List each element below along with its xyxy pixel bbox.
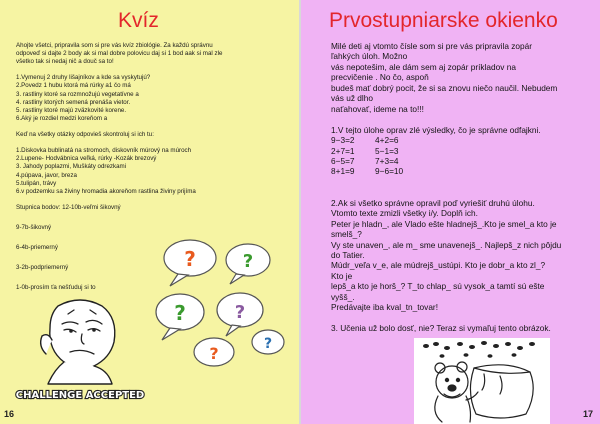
answer-item: 3. Jahody poplazmi, Muškáty odrezkami	[16, 163, 127, 171]
task-2-line: Predávajte iba kval_tn_tovar!	[331, 302, 439, 313]
corner-text	[331, 41, 593, 334]
task-1-instruction: 1.V tejto úlohe oprav zlé výsledky, čo je správne odfajkni.	[331, 124, 541, 135]
answer-item: 6.v podzemku sa živiny hromadia akoreňom rastlina živiny prijíma	[16, 187, 196, 195]
task-2-line: lepš_a kto je horš_? T_to chlap_ sú vysok_a tamtí sú ešte	[331, 281, 545, 292]
equation: 9−3=2	[331, 135, 355, 146]
equation: 5−1=3	[375, 145, 399, 156]
answer-item: 2.Lupene- Hodvábnica veľká, rúrky -Kozák brezový	[16, 155, 157, 163]
equation: 7+3=4	[375, 155, 399, 166]
equation-row	[331, 135, 593, 145]
intro-line: naťahovať, ideme na to!!!	[331, 103, 424, 114]
scale-item: 1-0b-prosím ťa nešťuduj si to	[16, 284, 96, 292]
task-2-line: Vtomto texte zmizli všetky i/y. Doplň ich.	[331, 208, 478, 219]
intro-line: budeš mať dobrý pocit, že si sa znovu niečo naučil. Nebudem	[331, 82, 558, 93]
task-2-line: Peter je hladn_, ale Vlado ešte hladnejš_.Kto je smel_a kto je	[331, 218, 557, 229]
page-number-left: 16	[4, 409, 15, 419]
quiz-title: Kvíz	[118, 9, 159, 32]
task-2-line: Kto je	[331, 270, 353, 281]
intro-line: precvičenie . No čo, aspoň	[331, 72, 429, 83]
intro-line: ľahkých úloh. Možno	[331, 51, 408, 62]
equation-row	[331, 156, 593, 166]
intro-line: Milé deti aj vtomto čísle som si pre vás pripravila zopár	[331, 41, 533, 51]
task-2-line: do Tatier.	[331, 250, 365, 261]
scale-item: 3-2b-podpriemerný	[16, 264, 69, 272]
intro-line: všetko tak si nedaj nič a douč sa to!	[16, 58, 114, 66]
question-mark-icon: ?	[234, 302, 246, 323]
task-2-line: Vy ste unaven_, ale m_ sme unavenejš_. Najlepš_z nich pôjdu	[331, 239, 562, 250]
intro-line: odpoveď si dajte 2 body ak si mal dobre polovicu daj si 1 bod aak si mal zle	[16, 50, 223, 58]
task-2-line: Múdr_veľa v_e, ale múdrejš_ustúpi. Kto je dobr_a kto zl_?	[331, 260, 546, 271]
task-2-line: 2.Ak si všetko správne opravil poď vyriešiť druhú úlohu.	[331, 197, 535, 208]
question-mark-icon: ?	[209, 344, 219, 363]
question-item: 1.Vymenuj 2 druhy lišajníkov a kde sa vyskytujú?	[16, 74, 151, 82]
intro-line: vás nepotešim, ale dám sem aj zopár príkladov na	[331, 61, 516, 72]
question-item: 5. rastliny ktoré majú zväzkovité korene.	[16, 106, 127, 114]
intro-line: Ahojte všetci, pripravila som si pre vás kvíz zbiológie. Za každú správnu	[16, 42, 213, 49]
right-page	[301, 0, 600, 424]
question-item: 3. rastliny ktoré sa rozmnožujú vegetatívne a	[16, 90, 139, 98]
answer-item: 4.púpava, javor, breza	[16, 171, 77, 179]
task-2-line: vyšš_.	[331, 291, 355, 302]
question-item: 4. rastliny ktorých semená prenáša vietor.	[16, 98, 131, 106]
scale-item: 6-4b-priemerný	[16, 244, 58, 252]
task-3-instruction: 3. Učenia už bolo dosť, nie? Teraz si vymaľuj tento obrázok.	[331, 323, 551, 334]
equation-row	[331, 166, 593, 176]
scale-title: Stupnica bodov: 12-10b-veľmi šikovný	[16, 203, 121, 211]
left-page	[0, 0, 299, 424]
answer-item: 5.tulipán, trávy	[16, 179, 57, 187]
equation: 2+7=1	[331, 145, 355, 156]
scale-item: 9-7b-šikovný	[16, 223, 52, 231]
pooh-honey-coloring-picture	[414, 338, 550, 424]
question-mark-icon: ?	[184, 247, 196, 271]
answer-item: 1.Diskovka bublinatá na stromoch, diskovník múrový na múroch	[16, 147, 192, 155]
question-mark-icon: ?	[263, 336, 273, 352]
equation-row	[331, 146, 593, 156]
question-bubbles-illustration	[140, 232, 290, 374]
challenge-accepted-meme	[15, 296, 145, 406]
task-2-line: smelš_?	[331, 229, 362, 240]
meme-caption: CHALLENGE ACCEPTED	[15, 390, 145, 401]
equation: 4+2=6	[375, 135, 399, 146]
question-mark-icon: ?	[242, 251, 254, 272]
page-number-right: 17	[582, 409, 593, 419]
equation: 8+1=9	[331, 166, 355, 177]
answers-intro: Keď na všetky otázky odpovieš skontroluj si ich tu:	[16, 131, 154, 139]
equation: 6−5=7	[331, 155, 355, 166]
question-item: 6.Aký je rozdiel medzi koreňom a	[16, 114, 108, 122]
question-item: 2.Povedz 1 hubu ktorá má rúrky a1 čo má	[16, 82, 131, 90]
intro-line: vás už dlho	[331, 93, 373, 104]
equation: 9−6=10	[375, 166, 404, 177]
question-mark-icon: ?	[174, 301, 186, 325]
first-grade-corner-title: Prvostupniarske okienko	[329, 9, 558, 32]
